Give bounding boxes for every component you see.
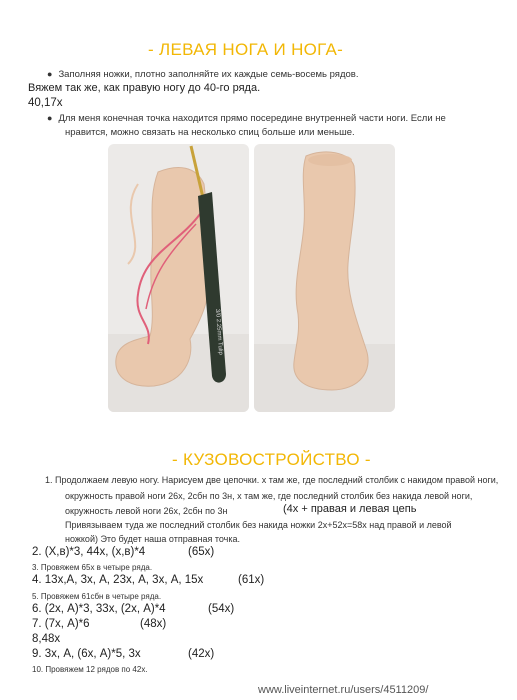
- row-9-count: (42х): [188, 648, 215, 660]
- row-2: 2. (Х,в)*3, 44х, (х,в)*4: [32, 546, 146, 558]
- row-9: 9. 3х, А, (6х, А)*5, 3х: [32, 648, 141, 660]
- row-8: 8,48х: [32, 633, 61, 645]
- row-4-count: (61х): [238, 574, 265, 586]
- section-title-body: - КУЗОВОСТРОЙСТВО -: [172, 450, 371, 469]
- bullet-endpoint: ● Для меня конечная точка находится прямо посередине внутренней части ноги. Если не: [47, 113, 446, 124]
- row-10: 10. Провяжем 12 рядов по 42х.: [32, 665, 148, 674]
- step-1-line-b: окружность правой ноги 26х, 2сбн по 3н, х там же, где последний столбик без накида левой ноги,: [65, 491, 473, 501]
- step-1-line-a: 1. Продолжаем левую ногу. Нарисуем две цепочки. х там же, где последний столбик с накидом правой ноги,: [45, 475, 499, 485]
- row-5: 5. Провяжем 61сбн в четыре ряда.: [32, 592, 162, 601]
- leg-photo-side: [254, 144, 395, 412]
- step-1-line-c-note: (4х + правая и левая цепь: [283, 503, 417, 515]
- bullet-icon: ●: [47, 69, 53, 79]
- row-6-count: (54х): [208, 603, 235, 615]
- step-1-line-d: Привязываем туда же последний столбик без накида ножки 2х+52х=58х над правой и левой: [65, 520, 452, 530]
- row-count: 40,17х: [28, 97, 63, 109]
- bullet-icon: ●: [47, 113, 53, 123]
- step-1-line-e: ножкой) Это будет наша отправная точка.: [65, 534, 241, 544]
- row-2-count: (65х): [188, 546, 215, 558]
- step-1-line-c: окружность левой ноги 26х, 2сбн по 3н: [65, 506, 228, 516]
- instruction-line: Вяжем так же, как правую ногу до 40-го ряда.: [28, 82, 261, 94]
- row-7: 7. (7х, А)*6: [32, 618, 90, 630]
- bullet-endpoint-cont: нравится, можно связать на несколько спиц больше или меньше.: [65, 127, 355, 138]
- row-7-count: (48х): [140, 618, 167, 630]
- hook-label: 3/0 2.25mm Tulip: [214, 308, 224, 356]
- row-6: 6. (2х, А)*3, 33х, (2х, А)*4: [32, 603, 166, 615]
- row-4: 4. 13х,А, 3х, А, 23х, А, 3х, А, 15х: [32, 574, 204, 586]
- section-title-leg: - ЛЕВАЯ НОГА И НОГА-: [148, 40, 344, 59]
- bullet-fill-tip: ● Заполняя ножки, плотно заполняйте их каждые семь-восемь рядов.: [47, 69, 359, 80]
- watermark: www.liveinternet.ru/users/4511209/: [258, 684, 429, 696]
- row-3: 3. Провяжем 65х в четыре ряда.: [32, 563, 153, 572]
- leg-photo-with-hook: [108, 144, 249, 412]
